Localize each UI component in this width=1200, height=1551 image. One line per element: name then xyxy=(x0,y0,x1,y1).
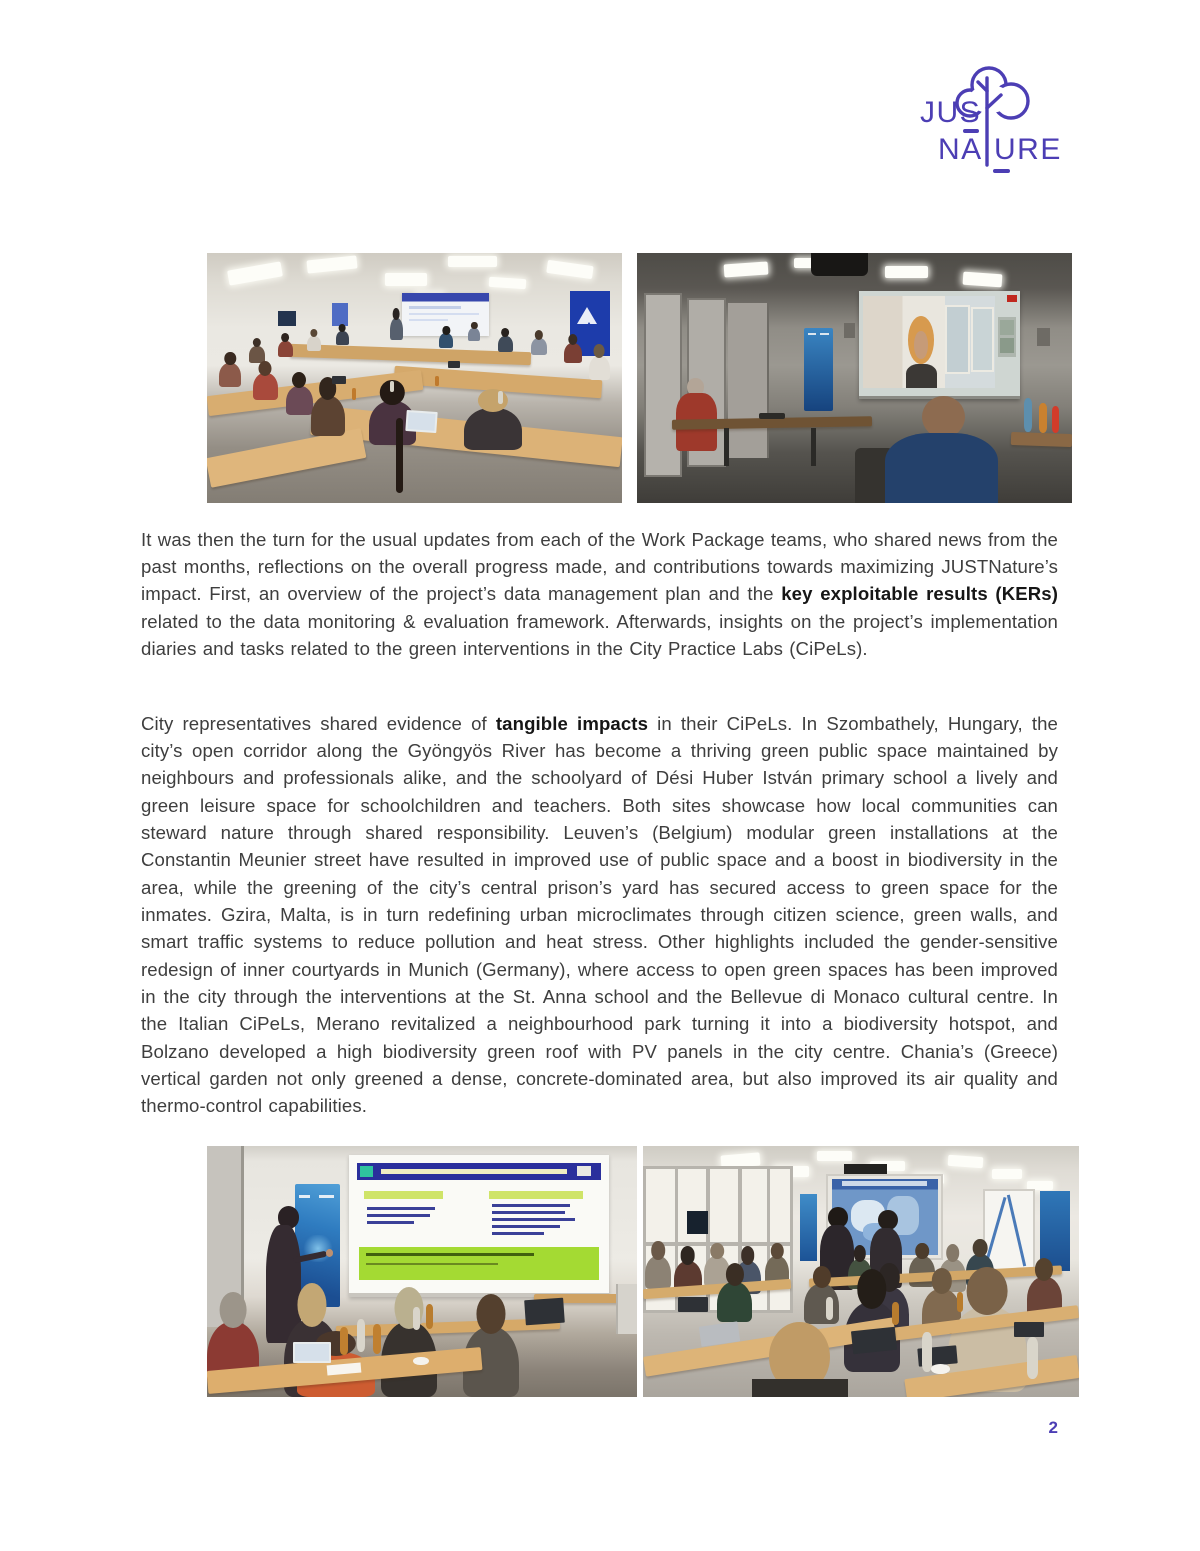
slide-green-text-line xyxy=(366,1263,498,1266)
logo-text-na: NA xyxy=(938,133,983,166)
attendee xyxy=(439,333,453,348)
bottle xyxy=(435,376,439,386)
easel-mark xyxy=(984,1197,1006,1265)
slide-line xyxy=(409,306,461,309)
thumbnail xyxy=(1000,320,1014,335)
ceiling-light xyxy=(385,273,427,286)
table xyxy=(290,344,531,365)
door xyxy=(728,303,769,458)
attendee xyxy=(253,373,278,400)
attendee xyxy=(286,386,313,415)
slide-bullet xyxy=(367,1207,435,1210)
photo-presenter-slide xyxy=(207,1146,637,1397)
attendee-blonde xyxy=(464,408,522,450)
wall-speaker xyxy=(844,323,855,338)
laptop xyxy=(332,376,346,384)
slide-bullet xyxy=(492,1204,570,1207)
p1-text-end: related to the data monitoring & evaluation framework. Afterwards, insights on the project’s implementation diaries and tasks related to the green interventions in the City Practice Labs (CiPeLs). xyxy=(141,610,1058,659)
photo-remote-speaker xyxy=(637,253,1072,503)
standing-speaker xyxy=(390,318,403,340)
ceiling-light xyxy=(227,261,283,285)
braid xyxy=(396,418,403,493)
attendee xyxy=(468,328,480,341)
attendee xyxy=(307,336,321,351)
attendee xyxy=(589,356,610,380)
bottle xyxy=(892,1302,899,1325)
bottle xyxy=(357,1319,365,1352)
bottle xyxy=(426,1304,433,1329)
bottle xyxy=(340,1327,348,1355)
slide-bullet xyxy=(492,1211,565,1214)
table xyxy=(1011,432,1072,447)
p2-text-end: in their CiPeLs. In Szombathely, Hungary, the city’s open corridor along the Gyöngyös River has become a thriving green public space maintained by neighbours and professionals alike, and the schoolyard of Dési Huber István primary school a lively and green leisure space for schoolchildren and teachers. Both sites showcase how local communities can steward nature through shared responsibility. Leuven’s (Belgium) modular green installations at the Constantin Meunier street have resulted in improved use of public space and a boost in biodiversity in the area, while the greening of the city’s central prison’s yard has secured access to green space for the inmates. Gzira, Malta, is in turn redefining urban microclimates through citizen science, green walls, and smart traffic systems to reduce pollution and heat stress. Other highlights included the gender-sensitive redesign of inner courtyards in Munich (Germany), where access to open green spaces has been improved in the city through the interventions at the St. Anna school and the Bellevue di Monaco cultural centre. In the Italian CiPeLs, Merano revitalized a neighbourhood park turning it into a biodiversity hotspot, and Bolzano developed a high biodiversity green roof with PV panels in the city centre. Chania’s (Greece) vertical garden not only greened a dense, concrete-dominated area, but also improved its air quality and thermo-control capabilities. xyxy=(141,712,1058,1117)
attendee xyxy=(531,338,547,355)
table xyxy=(207,428,366,488)
laptop-screen xyxy=(293,1342,331,1364)
attendee xyxy=(249,346,265,363)
bottle xyxy=(1027,1337,1038,1379)
slide-green-text-line xyxy=(366,1253,534,1256)
laptop xyxy=(524,1298,564,1326)
projector xyxy=(811,253,868,276)
laptop xyxy=(678,1297,709,1312)
slide-title-icon xyxy=(360,1166,372,1178)
video-call-frame xyxy=(863,296,995,388)
laptop xyxy=(448,361,460,368)
projection-screen xyxy=(349,1155,609,1297)
easel-mark xyxy=(1007,1195,1026,1267)
ceiling-light xyxy=(948,1155,984,1169)
slide-title-bar xyxy=(357,1163,602,1180)
slide-label-right xyxy=(489,1191,583,1199)
p1-bold-kers: key exploitable results (KERs) xyxy=(781,583,1059,605)
banner-logo-mark xyxy=(820,333,829,335)
ceiling-light xyxy=(306,255,357,273)
wall-tv xyxy=(687,1211,709,1234)
bottle xyxy=(1052,406,1059,433)
attendee xyxy=(804,1284,839,1324)
paragraph-work-package-updates xyxy=(141,526,1058,663)
ceiling-light xyxy=(724,261,768,277)
remote-speaker-shoulders xyxy=(906,364,936,388)
laptop-screen xyxy=(405,409,437,432)
attendee xyxy=(717,1282,752,1322)
slide-bullet xyxy=(492,1225,560,1228)
slide-bullet xyxy=(492,1218,575,1221)
ceiling-light xyxy=(547,260,594,279)
slide-line xyxy=(409,319,448,322)
ceiling-light xyxy=(992,1169,1023,1179)
bottle xyxy=(1024,398,1032,432)
logo-t-underline-top xyxy=(963,129,979,133)
banner-logo-mark xyxy=(319,1195,334,1199)
office-window xyxy=(971,307,993,372)
table-leg xyxy=(724,428,729,466)
bottle xyxy=(1039,403,1047,433)
slide-bullet xyxy=(492,1232,544,1235)
slide-bullet xyxy=(367,1214,429,1217)
attendee xyxy=(498,336,513,352)
attendee xyxy=(278,341,293,357)
recording-badge xyxy=(1007,295,1017,302)
remote-speaker-face xyxy=(914,331,927,359)
participant-thumbnails xyxy=(998,317,1016,357)
attendee xyxy=(645,1256,671,1289)
slide-bullet xyxy=(367,1221,414,1224)
bottle xyxy=(498,391,503,404)
table-leg xyxy=(811,428,816,466)
wall-tv xyxy=(278,311,297,326)
page-number: 2 xyxy=(1048,1418,1058,1437)
banner-logo-mark xyxy=(299,1195,311,1199)
bottle xyxy=(390,381,394,392)
p2-bold-tangible-impacts: tangible impacts xyxy=(495,712,649,734)
ceiling-light xyxy=(885,266,929,279)
rollup-banner xyxy=(800,1194,817,1262)
bottle xyxy=(826,1297,833,1320)
bottle xyxy=(413,1307,420,1330)
ceiling-light xyxy=(817,1151,852,1161)
attendee xyxy=(311,396,345,436)
foreground-man-head xyxy=(922,396,966,439)
small-poster xyxy=(332,303,349,326)
slide-title-text-line xyxy=(381,1169,567,1174)
attendee xyxy=(336,331,349,345)
justnature-logo xyxy=(890,58,1065,193)
laptop xyxy=(1014,1322,1045,1337)
bottle xyxy=(957,1292,963,1312)
photo-workshop-room xyxy=(207,253,622,503)
paragraph-city-impacts xyxy=(141,710,1058,1120)
photo-bright-meeting-room xyxy=(643,1146,1079,1397)
p1-text: It was then the turn for the usual updates from each of the Work Package teams, who shared news from the past months, reflections on the overall progress made, and contributions towards maximizing JUSTNature’s impact. First, an overview of the project’s data management plan and the xyxy=(141,528,1058,605)
foreground-attendee-shoulders xyxy=(752,1379,848,1397)
ceiling-light xyxy=(489,277,527,290)
wall-speaker xyxy=(1037,328,1050,346)
p2-text: City representatives shared evidence of xyxy=(141,712,496,734)
attendee xyxy=(564,343,582,363)
slide-title-box xyxy=(577,1166,592,1176)
radiator xyxy=(616,1284,638,1334)
slide-line xyxy=(409,313,479,316)
rollup-banner xyxy=(804,328,832,411)
thumbnail xyxy=(1000,338,1014,353)
office-window xyxy=(945,305,970,374)
foreground-man-blue-shirt xyxy=(885,433,998,503)
table-items xyxy=(759,413,785,419)
ceiling-light xyxy=(963,272,1003,287)
logo-text-ure: URE xyxy=(994,133,1062,166)
poster-mark-inner xyxy=(583,322,595,332)
banner-logo-mark xyxy=(808,333,816,335)
slide-label-left xyxy=(364,1191,442,1199)
slide-green-box xyxy=(359,1247,598,1280)
slide-header-line xyxy=(842,1181,927,1186)
bottle xyxy=(373,1324,381,1354)
logo-t-underline-bottom xyxy=(993,169,1010,173)
attendee xyxy=(219,363,241,387)
ceiling-light xyxy=(448,256,498,267)
logo-text-jus: JUS xyxy=(920,96,982,129)
bottle xyxy=(352,388,356,400)
bottle xyxy=(922,1332,932,1372)
projection-screen xyxy=(859,291,1020,399)
